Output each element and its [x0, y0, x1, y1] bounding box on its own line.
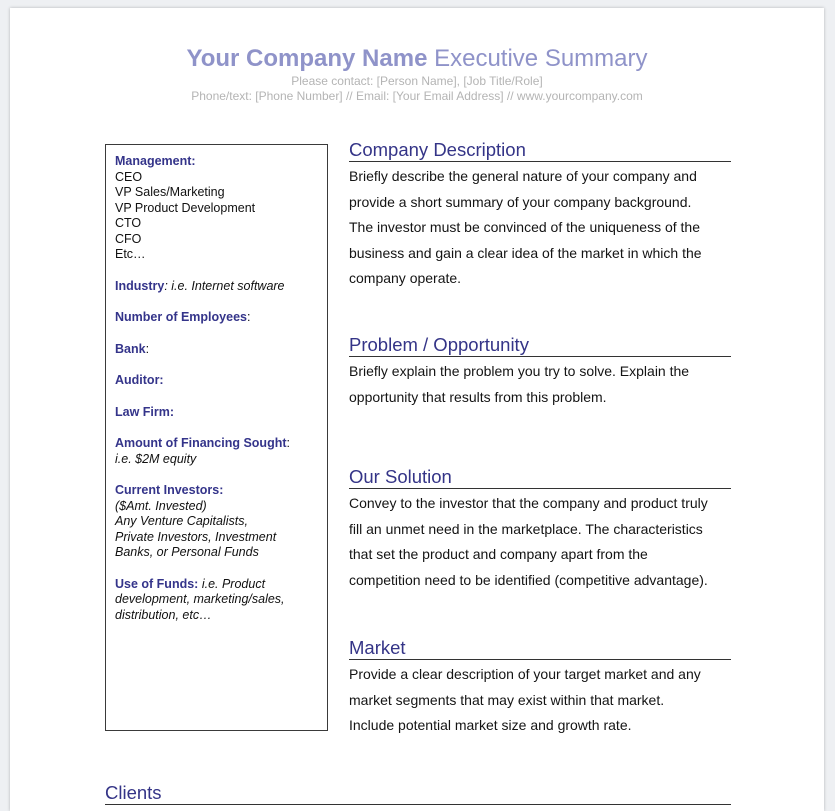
contact-line-2: Phone/text: [Phone Number] // Email: [Your Email Address] // www.yourcompany.com: [191, 89, 643, 103]
body-line: competition need to be identified (competitive advantage).: [349, 571, 708, 588]
industry-group: [115, 279, 327, 295]
employees-value: :: [246, 310, 251, 324]
funds-label: Use of Funds:: [115, 576, 199, 591]
body-line: Provide a clear description of your target market and any: [349, 666, 701, 682]
auditor-group: [115, 373, 327, 389]
section-title: Market: [349, 637, 731, 660]
section-title: Problem / Opportunity: [349, 334, 731, 357]
body-line: Briefly describe the general nature of your company and: [349, 168, 697, 184]
funds-line: i.e. Product: [198, 576, 266, 591]
bank-group: [115, 342, 327, 358]
section-problem-opportunity: [349, 334, 731, 410]
management-role: VP Sales/Marketing: [115, 185, 225, 199]
management-role: Etc…: [115, 247, 146, 261]
funds-line: development, marketing/sales,: [115, 592, 285, 606]
section-body: [349, 359, 731, 410]
financing-group: [115, 436, 327, 467]
section-our-solution: [349, 466, 731, 593]
section-title: Our Solution: [349, 466, 731, 489]
financing-label: Amount of Financing Sought: [115, 436, 287, 450]
bank-label: Bank: [115, 341, 146, 356]
body-line: opportunity that results from this problem.: [349, 388, 607, 405]
body-line: market segments that may exist within that market.: [349, 691, 665, 708]
document-page: [10, 8, 824, 811]
section-company-description: [349, 139, 731, 292]
body-line: business and gain a clear idea of the market in which the: [349, 244, 702, 261]
body-line: fill an unmet need in the marketplace. The characteristics: [349, 520, 703, 537]
management-role: CFO: [115, 231, 142, 246]
body-line: that set the product and company apart from the: [349, 546, 648, 562]
management-label: Management:: [115, 154, 196, 168]
investors-line: Private Investors, Investment: [115, 529, 277, 544]
section-title: Company Description: [349, 139, 731, 162]
document-header: [10, 44, 824, 104]
body-line: The investor must be convinced of the uniqueness of the: [349, 219, 700, 235]
section-clients-title: Clients: [105, 782, 731, 805]
management-role: CEO: [115, 169, 143, 184]
document-title: [10, 44, 824, 74]
bank-value: :: [145, 341, 150, 356]
investors-line: Any Venture Capitalists,: [115, 514, 248, 528]
industry-value: : i.e. Internet software: [164, 278, 285, 293]
company-name: Your Company Name: [186, 45, 428, 72]
company-facts-box: [105, 144, 328, 731]
body-line: Convey to the investor that the company and product truly: [349, 495, 708, 511]
investors-line: Banks, or Personal Funds: [115, 545, 259, 559]
section-body: [349, 662, 731, 739]
funds-group: [115, 577, 327, 624]
financing-value: i.e. $2M equity: [115, 451, 197, 466]
section-body: [349, 491, 731, 593]
financing-colon: :: [286, 436, 290, 450]
employees-group: [115, 310, 327, 326]
management-role: CTO: [115, 216, 142, 230]
body-line: Include potential market size and growth rate.: [349, 717, 632, 733]
lawfirm-group: [115, 405, 327, 421]
funds-line: distribution, etc…: [115, 607, 212, 622]
body-line: provide a short summary of your company background.: [349, 193, 692, 210]
investors-group: [115, 483, 327, 561]
investors-label: Current Investors:: [115, 483, 224, 497]
management-role: VP Product Development: [115, 200, 256, 215]
management-group: [115, 154, 327, 263]
section-body: [349, 164, 731, 292]
body-line: Briefly explain the problem you try to solve. Explain the: [349, 363, 690, 379]
contact-line-1: Please contact: [Person Name], [Job Title/Role]: [291, 74, 543, 88]
employees-label: Number of Employees: [115, 310, 247, 324]
lawfirm-label: Law Firm:: [115, 404, 175, 419]
investors-line: ($Amt. Invested): [115, 498, 207, 513]
section-market: [349, 637, 731, 739]
auditor-label: Auditor:: [115, 373, 164, 387]
industry-label: Industry: [115, 278, 165, 293]
title-suffix: Executive Summary: [434, 45, 648, 72]
body-line: company operate.: [349, 270, 462, 286]
